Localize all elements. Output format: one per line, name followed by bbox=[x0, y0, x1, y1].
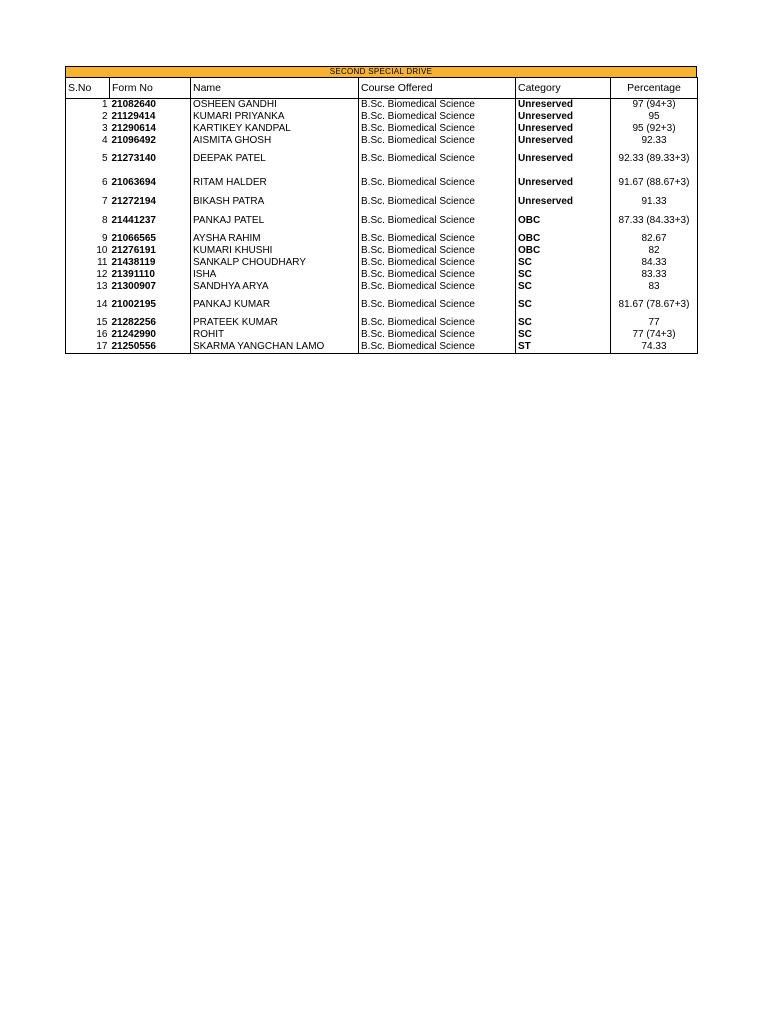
cell-name: PANKAJ KUMAR bbox=[191, 293, 359, 317]
cell-form-no: 21441237 bbox=[110, 209, 191, 233]
cell-form-no: 21002195 bbox=[110, 293, 191, 317]
cell-name: RITAM HALDER bbox=[191, 171, 359, 195]
cell-sno: 17 bbox=[66, 341, 110, 354]
table-row bbox=[66, 341, 698, 354]
admission-table bbox=[65, 77, 698, 354]
cell-percentage: 87.33 (84.33+3) bbox=[611, 209, 698, 233]
cell-name: AISMITA GHOSH bbox=[191, 135, 359, 147]
table-row bbox=[66, 257, 698, 269]
cell-percentage: 81.67 (78.67+3) bbox=[611, 293, 698, 317]
cell-course: B.Sc. Biomedical Science bbox=[359, 135, 516, 147]
cell-form-no: 21272194 bbox=[110, 195, 191, 209]
header-category: Category bbox=[516, 78, 611, 99]
cell-category: Unreserved bbox=[516, 99, 611, 112]
cell-percentage: 83 bbox=[611, 281, 698, 293]
cell-form-no: 21300907 bbox=[110, 281, 191, 293]
sheet-title: SECOND SPECIAL DRIVE bbox=[65, 66, 697, 77]
cell-category: SC bbox=[516, 293, 611, 317]
cell-category: SC bbox=[516, 269, 611, 281]
cell-name: PRATEEK KUMAR bbox=[191, 317, 359, 329]
cell-sno: 11 bbox=[66, 257, 110, 269]
admission-list-sheet bbox=[65, 66, 697, 354]
cell-percentage: 91.67 (88.67+3) bbox=[611, 171, 698, 195]
cell-sno: 15 bbox=[66, 317, 110, 329]
cell-percentage: 82.67 bbox=[611, 233, 698, 245]
cell-course: B.Sc. Biomedical Science bbox=[359, 123, 516, 135]
cell-percentage: 92.33 bbox=[611, 135, 698, 147]
cell-sno: 2 bbox=[66, 111, 110, 123]
cell-name: PANKAJ PATEL bbox=[191, 209, 359, 233]
cell-course: B.Sc. Biomedical Science bbox=[359, 147, 516, 171]
table-body bbox=[66, 99, 698, 354]
table-row bbox=[66, 135, 698, 147]
cell-course: B.Sc. Biomedical Science bbox=[359, 171, 516, 195]
cell-sno: 16 bbox=[66, 329, 110, 341]
header-name: Name bbox=[191, 78, 359, 99]
cell-sno: 10 bbox=[66, 245, 110, 257]
cell-percentage: 95 (92+3) bbox=[611, 123, 698, 135]
cell-form-no: 21082640 bbox=[110, 99, 191, 112]
cell-course: B.Sc. Biomedical Science bbox=[359, 195, 516, 209]
table-row bbox=[66, 99, 698, 112]
table-row bbox=[66, 123, 698, 135]
cell-form-no: 21438119 bbox=[110, 257, 191, 269]
table-row bbox=[66, 329, 698, 341]
cell-name: ROHIT bbox=[191, 329, 359, 341]
cell-name: KUMARI PRIYANKA bbox=[191, 111, 359, 123]
cell-name: OSHEEN GANDHI bbox=[191, 99, 359, 112]
cell-category: OBC bbox=[516, 209, 611, 233]
cell-course: B.Sc. Biomedical Science bbox=[359, 257, 516, 269]
cell-name: BIKASH PATRA bbox=[191, 195, 359, 209]
cell-category: SC bbox=[516, 329, 611, 341]
cell-sno: 7 bbox=[66, 195, 110, 209]
cell-percentage: 84.33 bbox=[611, 257, 698, 269]
header-percentage: Percentage bbox=[611, 78, 698, 99]
cell-sno: 13 bbox=[66, 281, 110, 293]
cell-category: Unreserved bbox=[516, 171, 611, 195]
cell-name: DEEPAK PATEL bbox=[191, 147, 359, 171]
cell-course: B.Sc. Biomedical Science bbox=[359, 329, 516, 341]
cell-sno: 3 bbox=[66, 123, 110, 135]
cell-name: AYSHA RAHIM bbox=[191, 233, 359, 245]
cell-category: Unreserved bbox=[516, 123, 611, 135]
table-row bbox=[66, 233, 698, 245]
cell-form-no: 21273140 bbox=[110, 147, 191, 171]
cell-course: B.Sc. Biomedical Science bbox=[359, 281, 516, 293]
cell-percentage: 77 (74+3) bbox=[611, 329, 698, 341]
table-row bbox=[66, 195, 698, 209]
cell-category: Unreserved bbox=[516, 135, 611, 147]
cell-category: Unreserved bbox=[516, 195, 611, 209]
header-form-no: Form No bbox=[110, 78, 191, 99]
table-row bbox=[66, 209, 698, 233]
cell-percentage: 83.33 bbox=[611, 269, 698, 281]
cell-course: B.Sc. Biomedical Science bbox=[359, 341, 516, 354]
cell-percentage: 95 bbox=[611, 111, 698, 123]
table-row bbox=[66, 293, 698, 317]
cell-name: KUMARI KHUSHI bbox=[191, 245, 359, 257]
cell-course: B.Sc. Biomedical Science bbox=[359, 111, 516, 123]
table-row bbox=[66, 269, 698, 281]
cell-form-no: 21250556 bbox=[110, 341, 191, 354]
cell-sno: 1 bbox=[66, 99, 110, 112]
cell-percentage: 74.33 bbox=[611, 341, 698, 354]
cell-category: Unreserved bbox=[516, 147, 611, 171]
cell-form-no: 21290614 bbox=[110, 123, 191, 135]
table-row bbox=[66, 111, 698, 123]
cell-category: SC bbox=[516, 317, 611, 329]
cell-category: OBC bbox=[516, 245, 611, 257]
cell-sno: 12 bbox=[66, 269, 110, 281]
cell-percentage: 77 bbox=[611, 317, 698, 329]
header-course: Course Offered bbox=[359, 78, 516, 99]
cell-course: B.Sc. Biomedical Science bbox=[359, 269, 516, 281]
table-row bbox=[66, 281, 698, 293]
cell-percentage: 97 (94+3) bbox=[611, 99, 698, 112]
cell-name: ISHA bbox=[191, 269, 359, 281]
table-row bbox=[66, 147, 698, 171]
cell-sno: 8 bbox=[66, 209, 110, 233]
cell-category: SC bbox=[516, 257, 611, 269]
cell-name: KARTIKEY KANDPAL bbox=[191, 123, 359, 135]
cell-percentage: 92.33 (89.33+3) bbox=[611, 147, 698, 171]
cell-form-no: 21391110 bbox=[110, 269, 191, 281]
cell-category: ST bbox=[516, 341, 611, 354]
cell-sno: 9 bbox=[66, 233, 110, 245]
cell-sno: 6 bbox=[66, 171, 110, 195]
cell-form-no: 21242990 bbox=[110, 329, 191, 341]
cell-course: B.Sc. Biomedical Science bbox=[359, 245, 516, 257]
cell-form-no: 21063694 bbox=[110, 171, 191, 195]
cell-form-no: 21066565 bbox=[110, 233, 191, 245]
cell-name: SANDHYA ARYA bbox=[191, 281, 359, 293]
table-header-row bbox=[66, 78, 698, 99]
cell-course: B.Sc. Biomedical Science bbox=[359, 317, 516, 329]
table-row bbox=[66, 171, 698, 195]
cell-category: Unreserved bbox=[516, 111, 611, 123]
cell-sno: 5 bbox=[66, 147, 110, 171]
cell-form-no: 21276191 bbox=[110, 245, 191, 257]
cell-name: SANKALP CHOUDHARY bbox=[191, 257, 359, 269]
cell-category: OBC bbox=[516, 233, 611, 245]
cell-course: B.Sc. Biomedical Science bbox=[359, 99, 516, 112]
cell-sno: 4 bbox=[66, 135, 110, 147]
header-sno: S.No bbox=[66, 78, 110, 99]
table-row bbox=[66, 317, 698, 329]
cell-form-no: 21096492 bbox=[110, 135, 191, 147]
cell-form-no: 21129414 bbox=[110, 111, 191, 123]
cell-sno: 14 bbox=[66, 293, 110, 317]
cell-percentage: 82 bbox=[611, 245, 698, 257]
cell-form-no: 21282256 bbox=[110, 317, 191, 329]
table-row bbox=[66, 245, 698, 257]
cell-name: SKARMA YANGCHAN LAMO bbox=[191, 341, 359, 354]
cell-percentage: 91.33 bbox=[611, 195, 698, 209]
cell-category: SC bbox=[516, 281, 611, 293]
cell-course: B.Sc. Biomedical Science bbox=[359, 209, 516, 233]
cell-course: B.Sc. Biomedical Science bbox=[359, 233, 516, 245]
cell-course: B.Sc. Biomedical Science bbox=[359, 293, 516, 317]
